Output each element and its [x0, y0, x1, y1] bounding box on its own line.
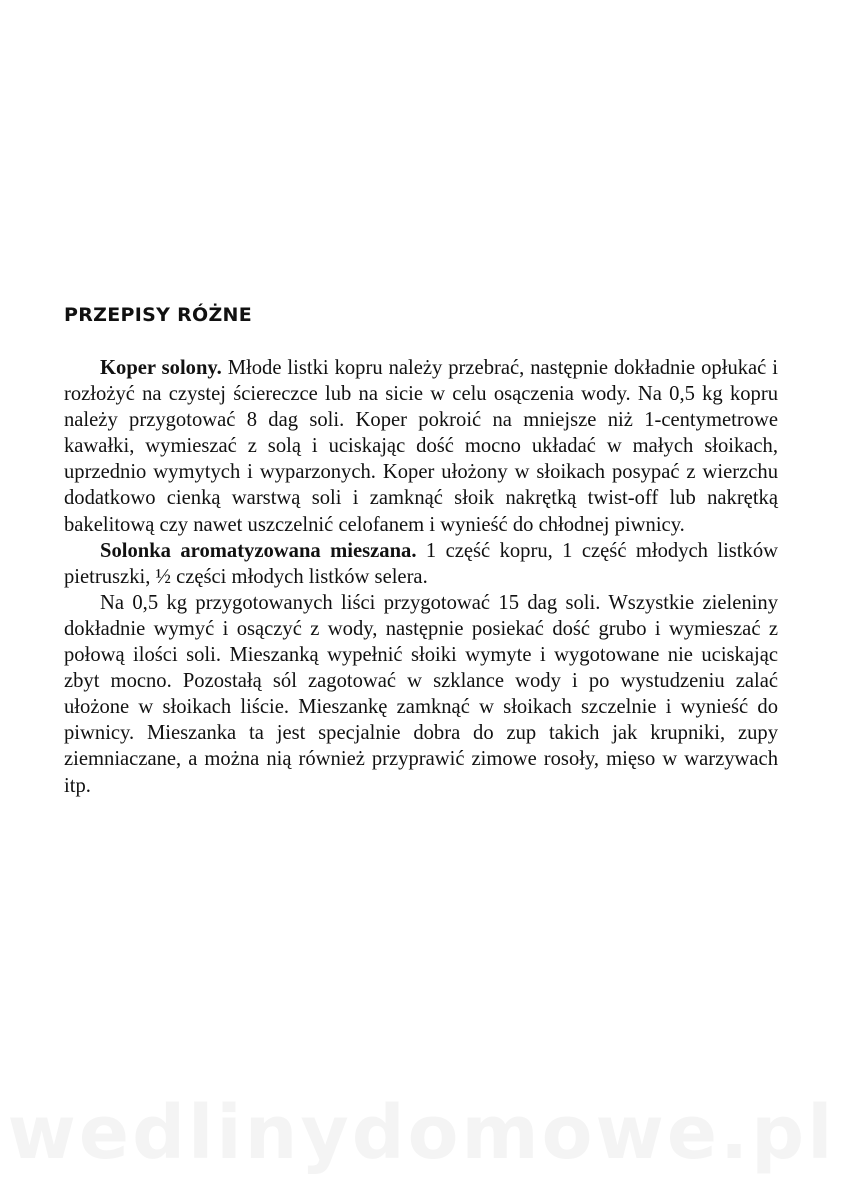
recipe-solonka-mieszana [64, 538, 778, 590]
watermark: wedlinydomowe.pl [7, 1090, 836, 1176]
recipe-title: Koper solony. [100, 357, 222, 379]
recipe-body [64, 355, 778, 799]
recipe-koper-solony [64, 355, 778, 538]
recipe-text: Młode listki kopru należy przebrać, następnie dokładnie opłukać i rozłożyć na czystej ściereczce lub na sicie w celu osączenia wody. Na 0,5 kg kopru należy przygotować 8 dag soli. Koper pokroić na mniejsze niż 1-centymetrowe kawałki, wymieszać z solą i uciskając dość mocno układać w małych słoikach, uprzednio wymytych i wyparzonych. Koper ułożony w słoikach posypać z wierzchu dodatkowo cienką warstwą soli i zamknąć słoik nakrętką twist-off lub nakrętką bakelitową czy nawet uszczelnić celofanem i wynieść do chłodnej piwnicy. [64, 357, 778, 536]
section-title: PRZEPISY RÓŻNE [64, 304, 253, 326]
recipe-title: Solonka aromatyzowana mieszana. [100, 539, 417, 562]
recipe-paragraph: Na 0,5 kg przygotowanych liści przygotować 15 dag soli. Wszystkie zieleniny dokładnie wymyć i osączyć z wody, następnie posiekać dość grubo i wymieszać z połową ilości soli. Mieszanką wypełnić słoiki wymyte i wygotowane nie uciskając zbyt mocno. Pozostałą sól zagotować w szklance wody i po wystudzeniu zalać ułożone w słoikach liście. Mieszankę zamknąć w słoikach szczelnie i wynieść do piwnicy. Mieszanka ta jest specjalnie dobra do zup takich jak krupniki, zupy ziemniaczane, a można nią również przyprawić zimowe rosoły, mięso w warzywach itp. [64, 591, 778, 797]
recipe-text: 1 część kopru, 1 część młodych listków pietruszki, ½ części młodych listków selera. [64, 539, 778, 588]
